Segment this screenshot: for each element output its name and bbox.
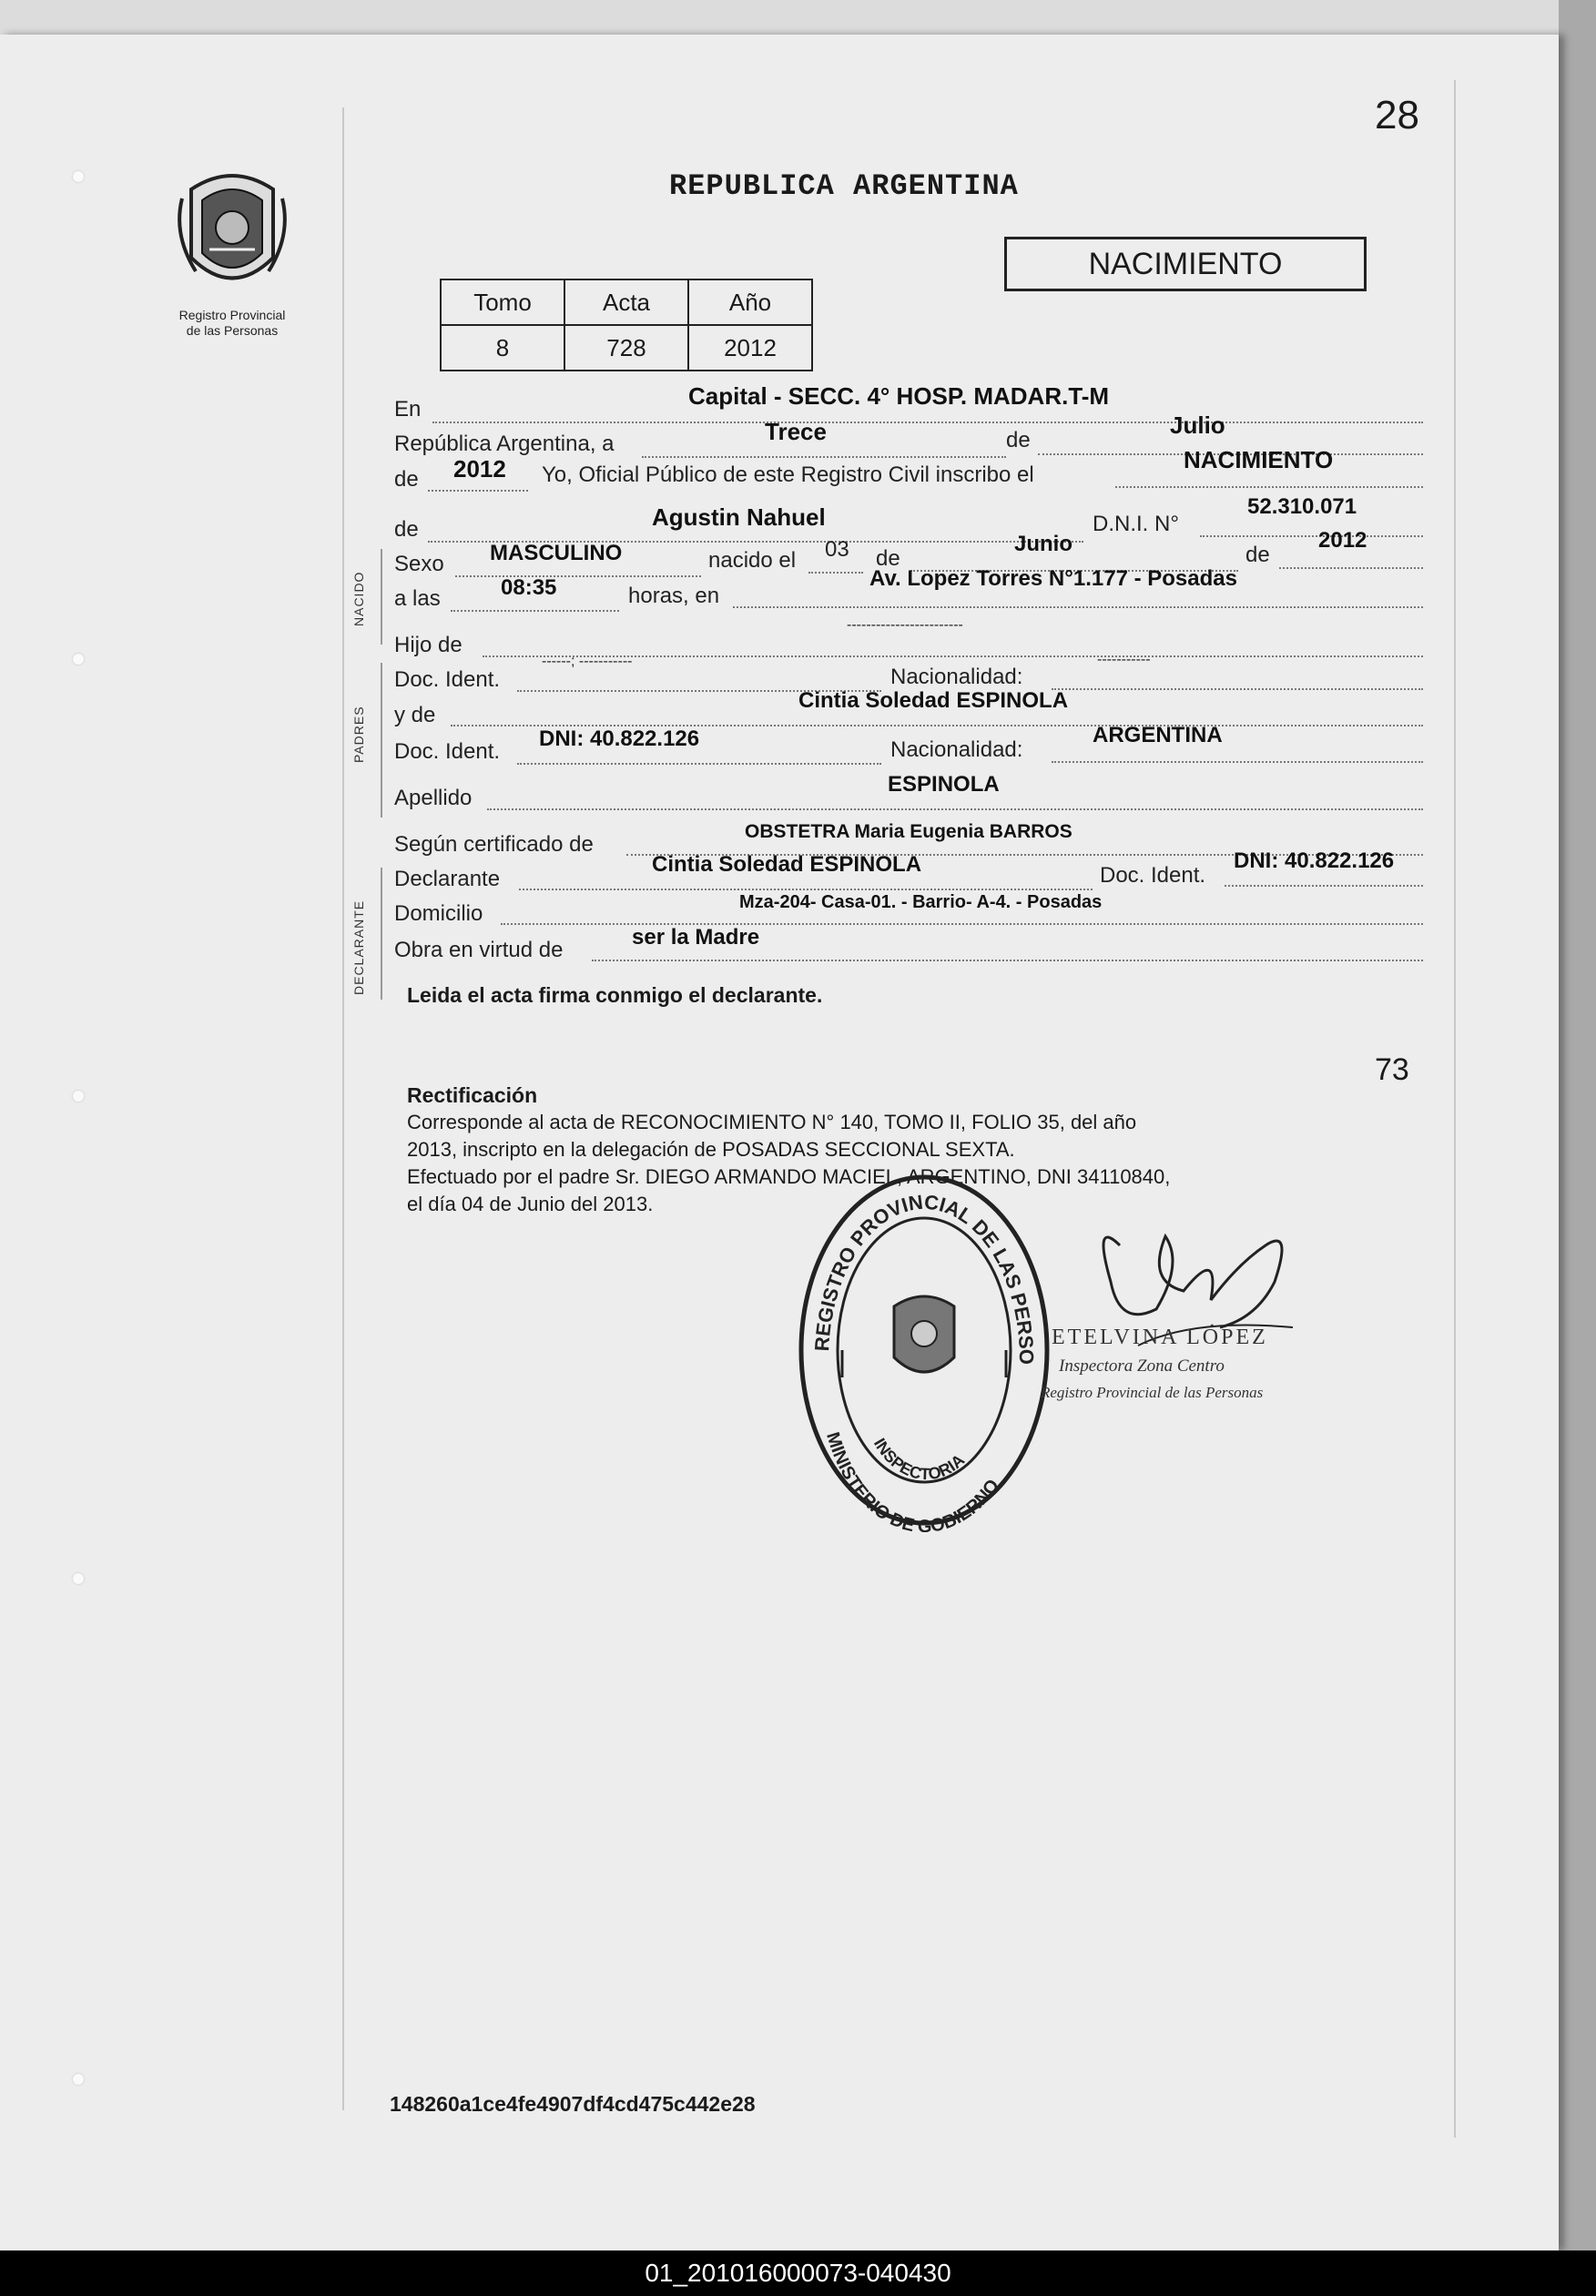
register-table-header-row [441,279,812,325]
official-stamp [792,1168,1056,1532]
note-number: 73 [1375,1052,1409,1087]
section-bracket [381,868,382,1000]
hijo-label: Hijo de [394,633,463,657]
apellido-label: Apellido [394,786,473,810]
horas-label: horas, en [628,584,720,608]
nac2-label: Nacionalidad: [890,737,1023,762]
document-heading: REPUBLICA ARGENTINA [669,169,1019,203]
nac2-value: ARGENTINA [1093,723,1223,747]
doc1-label: Doc. Ident. [394,667,501,692]
dotted-rule [592,960,1423,961]
doc2-label: Doc. Ident. [394,739,501,764]
signatory-name: ETELVINA LÓPEZ [1052,1326,1268,1349]
de3-label: de [394,517,419,542]
dotted-rule [517,763,881,765]
logo-caption-line1: Registro Provincial [178,308,286,322]
stamp-top-text: REGISTRO PROVINCIAL DE LAS PERSO [810,1190,1039,1366]
doc3-value: DNI: 40.822.126 [1234,848,1395,873]
document-hash: 148260a1ce4fe4907df4cd475c442e28 [390,2092,756,2116]
dotted-rule [1225,885,1423,887]
file-id: 01_201016000073-040430 [645,2259,951,2287]
register-table-value-row [441,325,812,371]
signatory-org: Registro Provincial de las Personas [1041,1384,1264,1401]
nacido-mes-value: Junio [1014,532,1072,556]
stamp-mid-text: INSPECTORIA [869,1435,969,1484]
doc1-value: ------; ----------- [542,654,633,669]
punch-hole [73,171,84,182]
mes-value: Julio [1170,411,1225,439]
obra-label: Obra en virtud de [394,938,564,962]
nac1-value: ----------- [1097,652,1151,667]
doc2-value: DNI: 40.822.126 [539,726,700,751]
rectificacion-line: Efectuado por el padre Sr. DIEGO ARMANDO MACIEL, ARGENTINO, DNI 34110840, [407,1165,1171,1188]
obra-value: ser la Madre [632,925,760,950]
certificado-value: OBSTETRA Maria Eugenia BARROS [745,821,1072,842]
dotted-rule [1115,486,1423,488]
dotted-rule [808,572,863,574]
certificado-label: Según certificado de [394,832,594,857]
acta-value: 728 [564,325,688,371]
de2-label: de [394,467,419,492]
yo-oficial-text: Yo, Oficial Público de este Registro Civil inscribo el [542,462,1034,487]
sexo-value: MASCULINO [490,541,623,565]
punch-hole [73,1091,84,1102]
tomo-header: Tomo [441,279,564,325]
nacido-label: nacido el [708,548,797,573]
rectificacion-line: el día 04 de Junio del 2013. [407,1193,654,1215]
record-type-box: NACIMIENTO [1004,237,1367,291]
signatory-role: Inspectora Zona Centro [1059,1356,1225,1376]
dotted-rule [432,422,1423,423]
section-bracket [381,663,382,818]
punch-hole [73,654,84,665]
dotted-rule [1052,761,1423,763]
dotted-rule [1200,535,1423,537]
closing-statement: Leida el acta firma conmigo el declarante. [407,983,823,1007]
dotted-rule [1279,567,1423,569]
republica-label: República Argentina, a [394,432,615,456]
scan-top-strip [0,0,1596,36]
punch-hole [73,2074,84,2085]
seal-misiones-icon [173,162,291,299]
padre-value: ------------------------ [847,617,963,633]
dni-label: D.N.I. N° [1093,512,1179,536]
madre-value: Cintia Soledad ESPINOLA [798,688,1069,713]
dotted-rule [733,606,1423,608]
alas-label: a las [394,586,441,611]
dotted-rule [642,456,1006,458]
en-label: En [394,397,422,422]
rectificacion-title: Rectificación [407,1083,538,1107]
section-bracket [381,549,382,645]
de-label: de [1006,428,1031,452]
register-table [440,279,813,371]
side-label-declarante: DECLARANTE [351,899,366,995]
rectificacion-line: Corresponde al acta de RECONOCIMIENTO N° 140, TOMO II, FOLIO 35, del año [407,1111,1137,1133]
nacido-de2-label: de [1245,543,1270,567]
lugar-inscripcion-value: Capital - SECC. 4° HOSP. MADAR.T-M [688,382,1110,410]
dia-value: Trece [765,418,827,445]
rectificacion-line: 2013, inscripto en la delegación de POSADAS SECCIONAL SEXTA. [407,1138,1015,1161]
side-label-nacido: NACIDO [351,571,366,626]
scan-right-edge [1559,0,1596,2250]
stamp-bottom-text: MINISTERIO DE GOBIERNO [822,1429,1004,1532]
yde-label: y de [394,703,436,727]
dotted-rule [428,490,528,492]
nacido-anio-value: 2012 [1318,528,1367,553]
acta-header: Acta [564,279,688,325]
left-margin-line [342,107,344,2110]
anio-inscripcion-value: 2012 [453,455,506,483]
anio-value: 2012 [688,325,812,371]
dotted-rule [519,889,1093,890]
doc3-label: Doc. Ident. [1100,863,1206,888]
domicilio-value: Mza-204- Casa-01. - Barrio- A-4. - Posadas [739,892,1103,912]
anio-header: Año [688,279,812,325]
punch-hole [73,1573,84,1584]
nacido-de-label: de [876,546,900,571]
lugar-nacimiento-value: Av. Lopez Torres N°1.177 - Posadas [869,566,1237,591]
sexo-label: Sexo [394,552,444,576]
svg-text:INSPECTORIA [870,1435,968,1483]
side-label-padres: PADRES [351,706,366,763]
hora-value: 08:35 [501,575,557,600]
dni-value: 52.310.071 [1247,494,1357,519]
tomo-value: 8 [441,325,564,371]
dotted-rule [455,575,701,577]
apellido-value: ESPINOLA [888,772,1000,797]
declarante-value: Cintia Soledad ESPINOLA [652,852,922,877]
dotted-rule [487,808,1423,810]
dotted-rule [1052,688,1423,690]
file-id-bar [0,2250,1596,2296]
inscribo-value: NACIMIENTO [1184,446,1334,473]
page-number: 28 [1375,93,1419,137]
right-margin-line [1454,80,1456,2138]
logo-caption [137,308,328,339]
document-page [0,35,1559,2250]
nombre-value: Agustin Nahuel [652,503,826,531]
nacido-dia-value: 03 [825,537,849,562]
logo-caption-line2: de las Personas [186,323,279,338]
declarante-label: Declarante [394,867,501,891]
dotted-rule [451,610,619,612]
nac1-label: Nacionalidad: [890,665,1023,689]
domicilio-label: Domicilio [394,901,483,926]
